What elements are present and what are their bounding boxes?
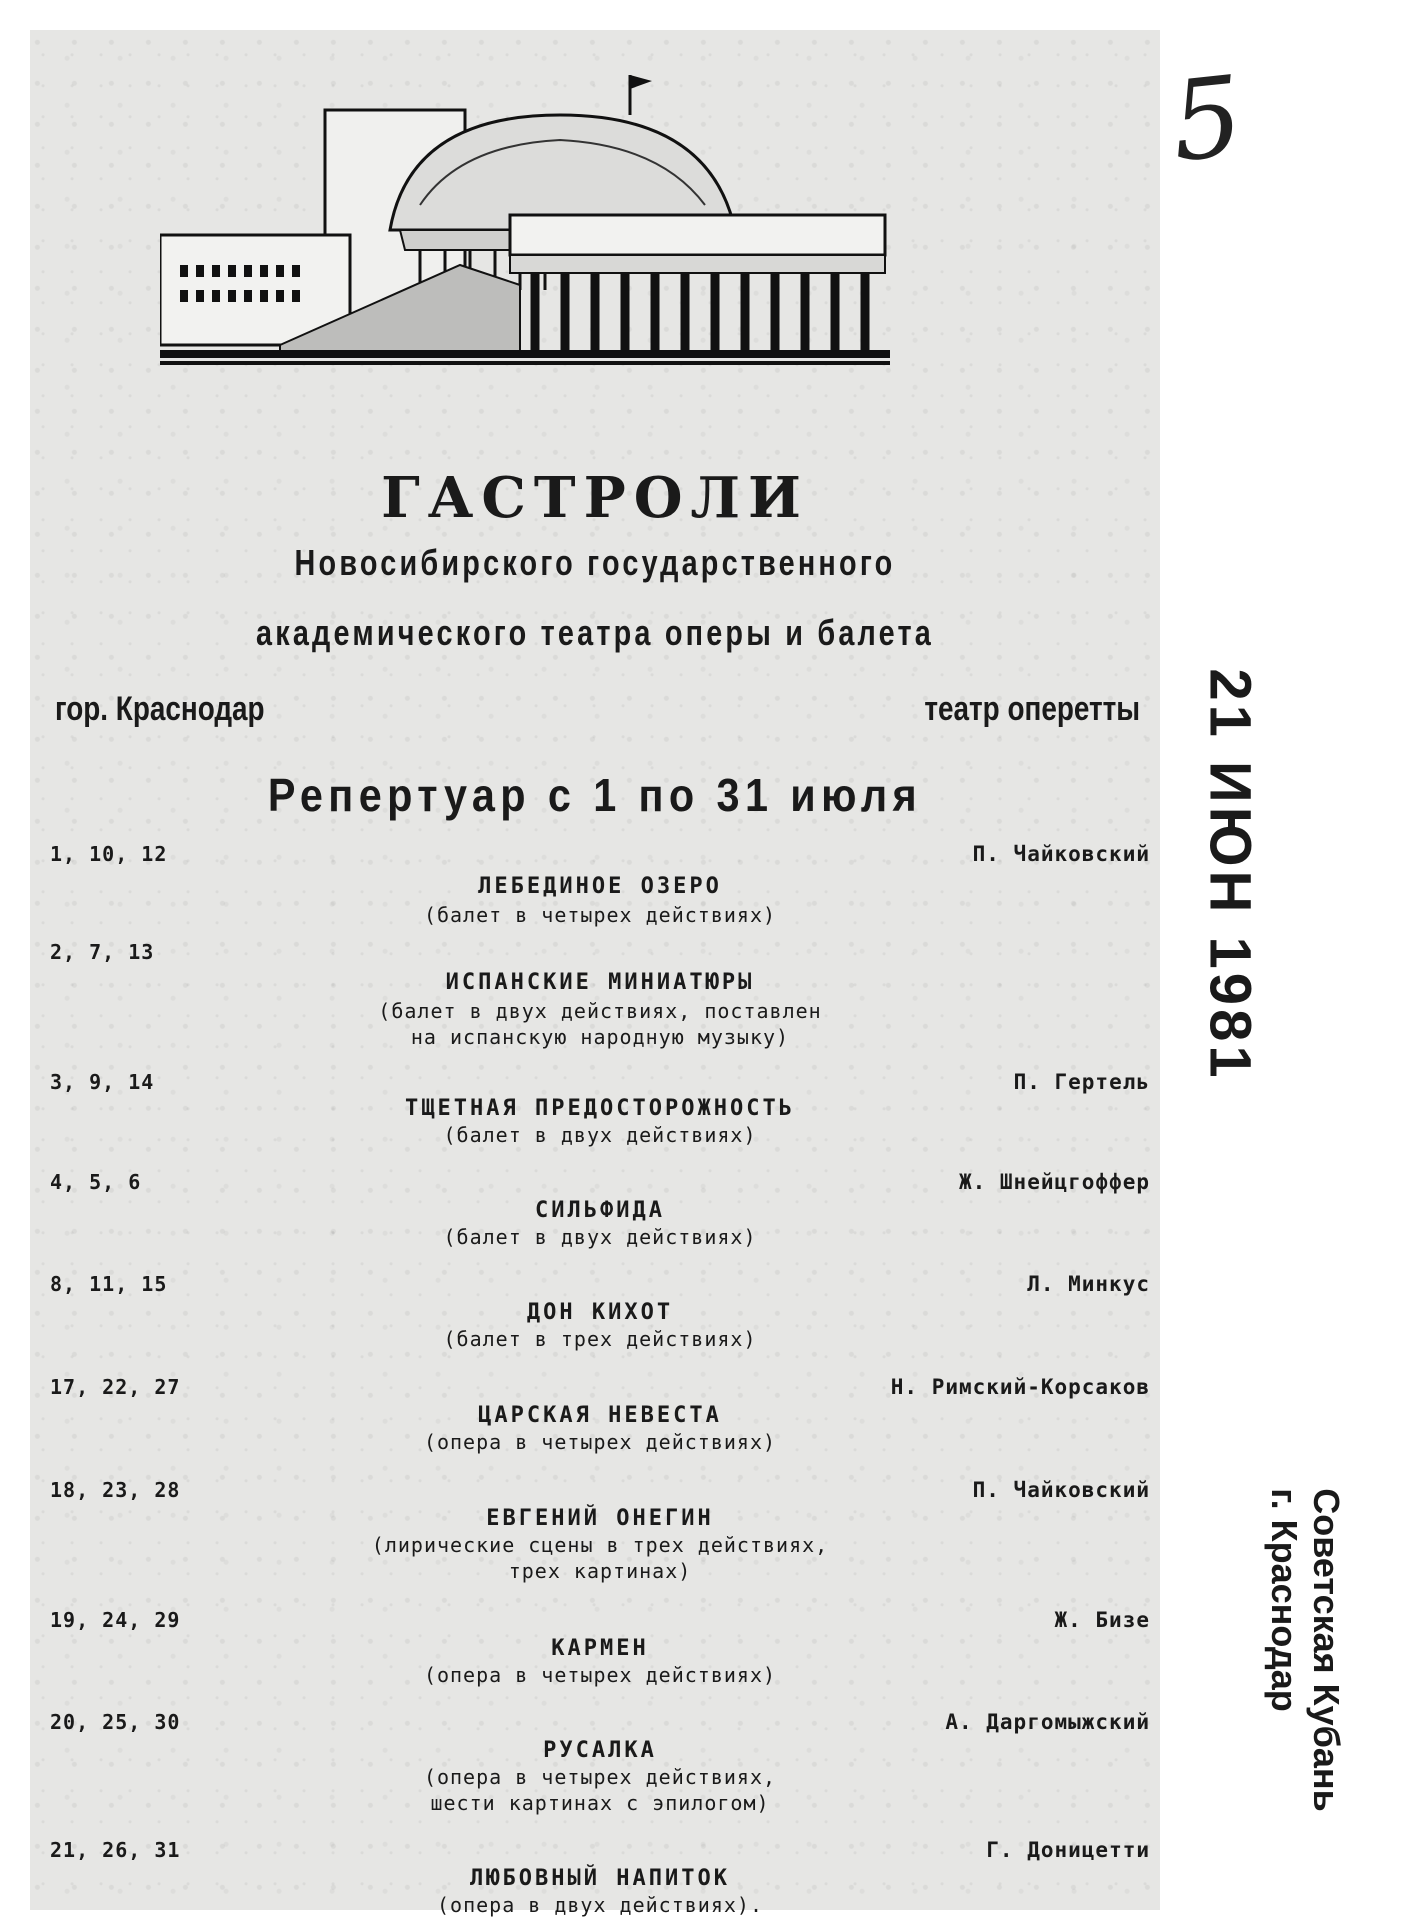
- performance-dates: 4, 5, 6: [50, 1170, 142, 1194]
- performance-title: СИЛЬФИДА: [535, 1198, 665, 1223]
- performance-dates: 20, 25, 30: [50, 1710, 181, 1734]
- performance-description: [50, 1429, 1150, 1455]
- venue-label: театр оперетты: [924, 690, 1140, 728]
- performance-description: [50, 902, 1150, 928]
- performance-title: ДОН КИХОТ: [526, 1300, 674, 1325]
- performance-description: [50, 1122, 1150, 1148]
- source-stamp-text: [1263, 1488, 1347, 1812]
- performance-description: [50, 1224, 1150, 1250]
- opera-house-illustration: [160, 75, 1070, 435]
- performance-description: [50, 1662, 1150, 1688]
- performance-composer: Н. Римский-Корсаков: [890, 1375, 1150, 1399]
- performance-title: КАРМЕН: [551, 1636, 649, 1661]
- source-city: г. Краснодар: [1264, 1488, 1305, 1712]
- headline-subtitle-line1: Новосибирского государственного: [294, 542, 896, 583]
- performance-description: [50, 998, 1150, 1050]
- performance-dates: 2, 7, 13: [50, 940, 155, 964]
- performance-description: [50, 1326, 1150, 1352]
- source-stamp: [1260, 1440, 1350, 1860]
- newspaper-clipping: [30, 30, 1160, 1917]
- performance-description-line: трех картинах): [508, 1559, 692, 1583]
- performance-dates: 17, 22, 27: [50, 1375, 181, 1399]
- performance-title: ЛЮБОВНЫЙ НАПИТОК: [470, 1866, 730, 1891]
- performance-dates: 1, 10, 12: [50, 842, 168, 866]
- performance-description-line: (балет в трех действиях): [443, 1327, 757, 1351]
- performance-description-line: (опера в четырех действиях): [423, 1663, 777, 1687]
- performance-dates: 8, 11, 15: [50, 1272, 168, 1296]
- headline-title: ГАСТРОЛИ: [381, 465, 809, 531]
- performance-composer: Ж. Шнейцгоффер: [958, 1170, 1150, 1194]
- performance-description-line: (балет в двух действиях, поставлен: [378, 999, 822, 1023]
- performance-description-line: на испанскую народную музыку): [410, 1025, 790, 1049]
- performance-title: ИСПАНСКИЕ МИНИАТЮРЫ: [445, 970, 755, 995]
- performance-description-line: (опера в четырех действиях,: [423, 1765, 777, 1789]
- performance-description: [50, 1764, 1150, 1816]
- city-label: гор. Краснодар: [55, 690, 265, 728]
- source-newspaper: Советская Кубань: [1306, 1488, 1347, 1812]
- performance-description: [50, 1532, 1150, 1584]
- performance-description-line: (балет в двух действиях): [443, 1123, 757, 1147]
- performance-dates: 21, 26, 31: [50, 1838, 181, 1862]
- performance-dates: 3, 9, 14: [50, 1070, 155, 1094]
- date-stamp: [1195, 670, 1265, 1080]
- performance-description: [50, 1892, 1150, 1918]
- performance-description-line: (опера в четырех действиях): [423, 1430, 777, 1454]
- performance-title: ЛЕБЕДИНОЕ ОЗЕРО: [478, 874, 722, 899]
- performance-dates: 19, 24, 29: [50, 1608, 181, 1632]
- performance-description-line: (балет в четырех действиях): [423, 903, 777, 927]
- performance-composer: А. Даргомыжский: [945, 1710, 1150, 1734]
- performance-composer: П. Чайковский: [972, 1478, 1150, 1502]
- performance-title: ТЩЕТНАЯ ПРЕДОСТОРОЖНОСТЬ: [405, 1096, 795, 1121]
- performance-description-line: (лирические сцены в трех действиях,: [371, 1533, 829, 1557]
- performance-composer: П. Гертель: [1013, 1070, 1150, 1094]
- performance-title: РУСАЛКА: [543, 1738, 657, 1763]
- date-stamp-text: 21 ИЮН 1981: [1197, 668, 1263, 1082]
- performance-composer: П. Чайковский: [972, 842, 1150, 866]
- performance-dates: 18, 23, 28: [50, 1478, 181, 1502]
- repertoire-heading: Репертуар с 1 по 31 июля: [267, 769, 923, 821]
- performance-composer: Г. Доницетти: [986, 1838, 1150, 1862]
- performance-composer: Л. Минкус: [1027, 1272, 1150, 1296]
- performance-description-line: (балет в двух действиях): [443, 1225, 757, 1249]
- performance-title: ЕВГЕНИЙ ОНЕГИН: [486, 1506, 714, 1531]
- headline-subtitle-line2: академического театра оперы и балета: [255, 612, 935, 653]
- performance-description-line: шести картинах с эпилогом): [430, 1791, 770, 1815]
- performance-description-line: (опера в двух действиях).: [436, 1893, 764, 1917]
- handwritten-number: 5: [1165, 51, 1249, 187]
- performance-title: ЦАРСКАЯ НЕВЕСТА: [478, 1403, 722, 1428]
- performance-composer: Ж. Бизе: [1054, 1608, 1150, 1632]
